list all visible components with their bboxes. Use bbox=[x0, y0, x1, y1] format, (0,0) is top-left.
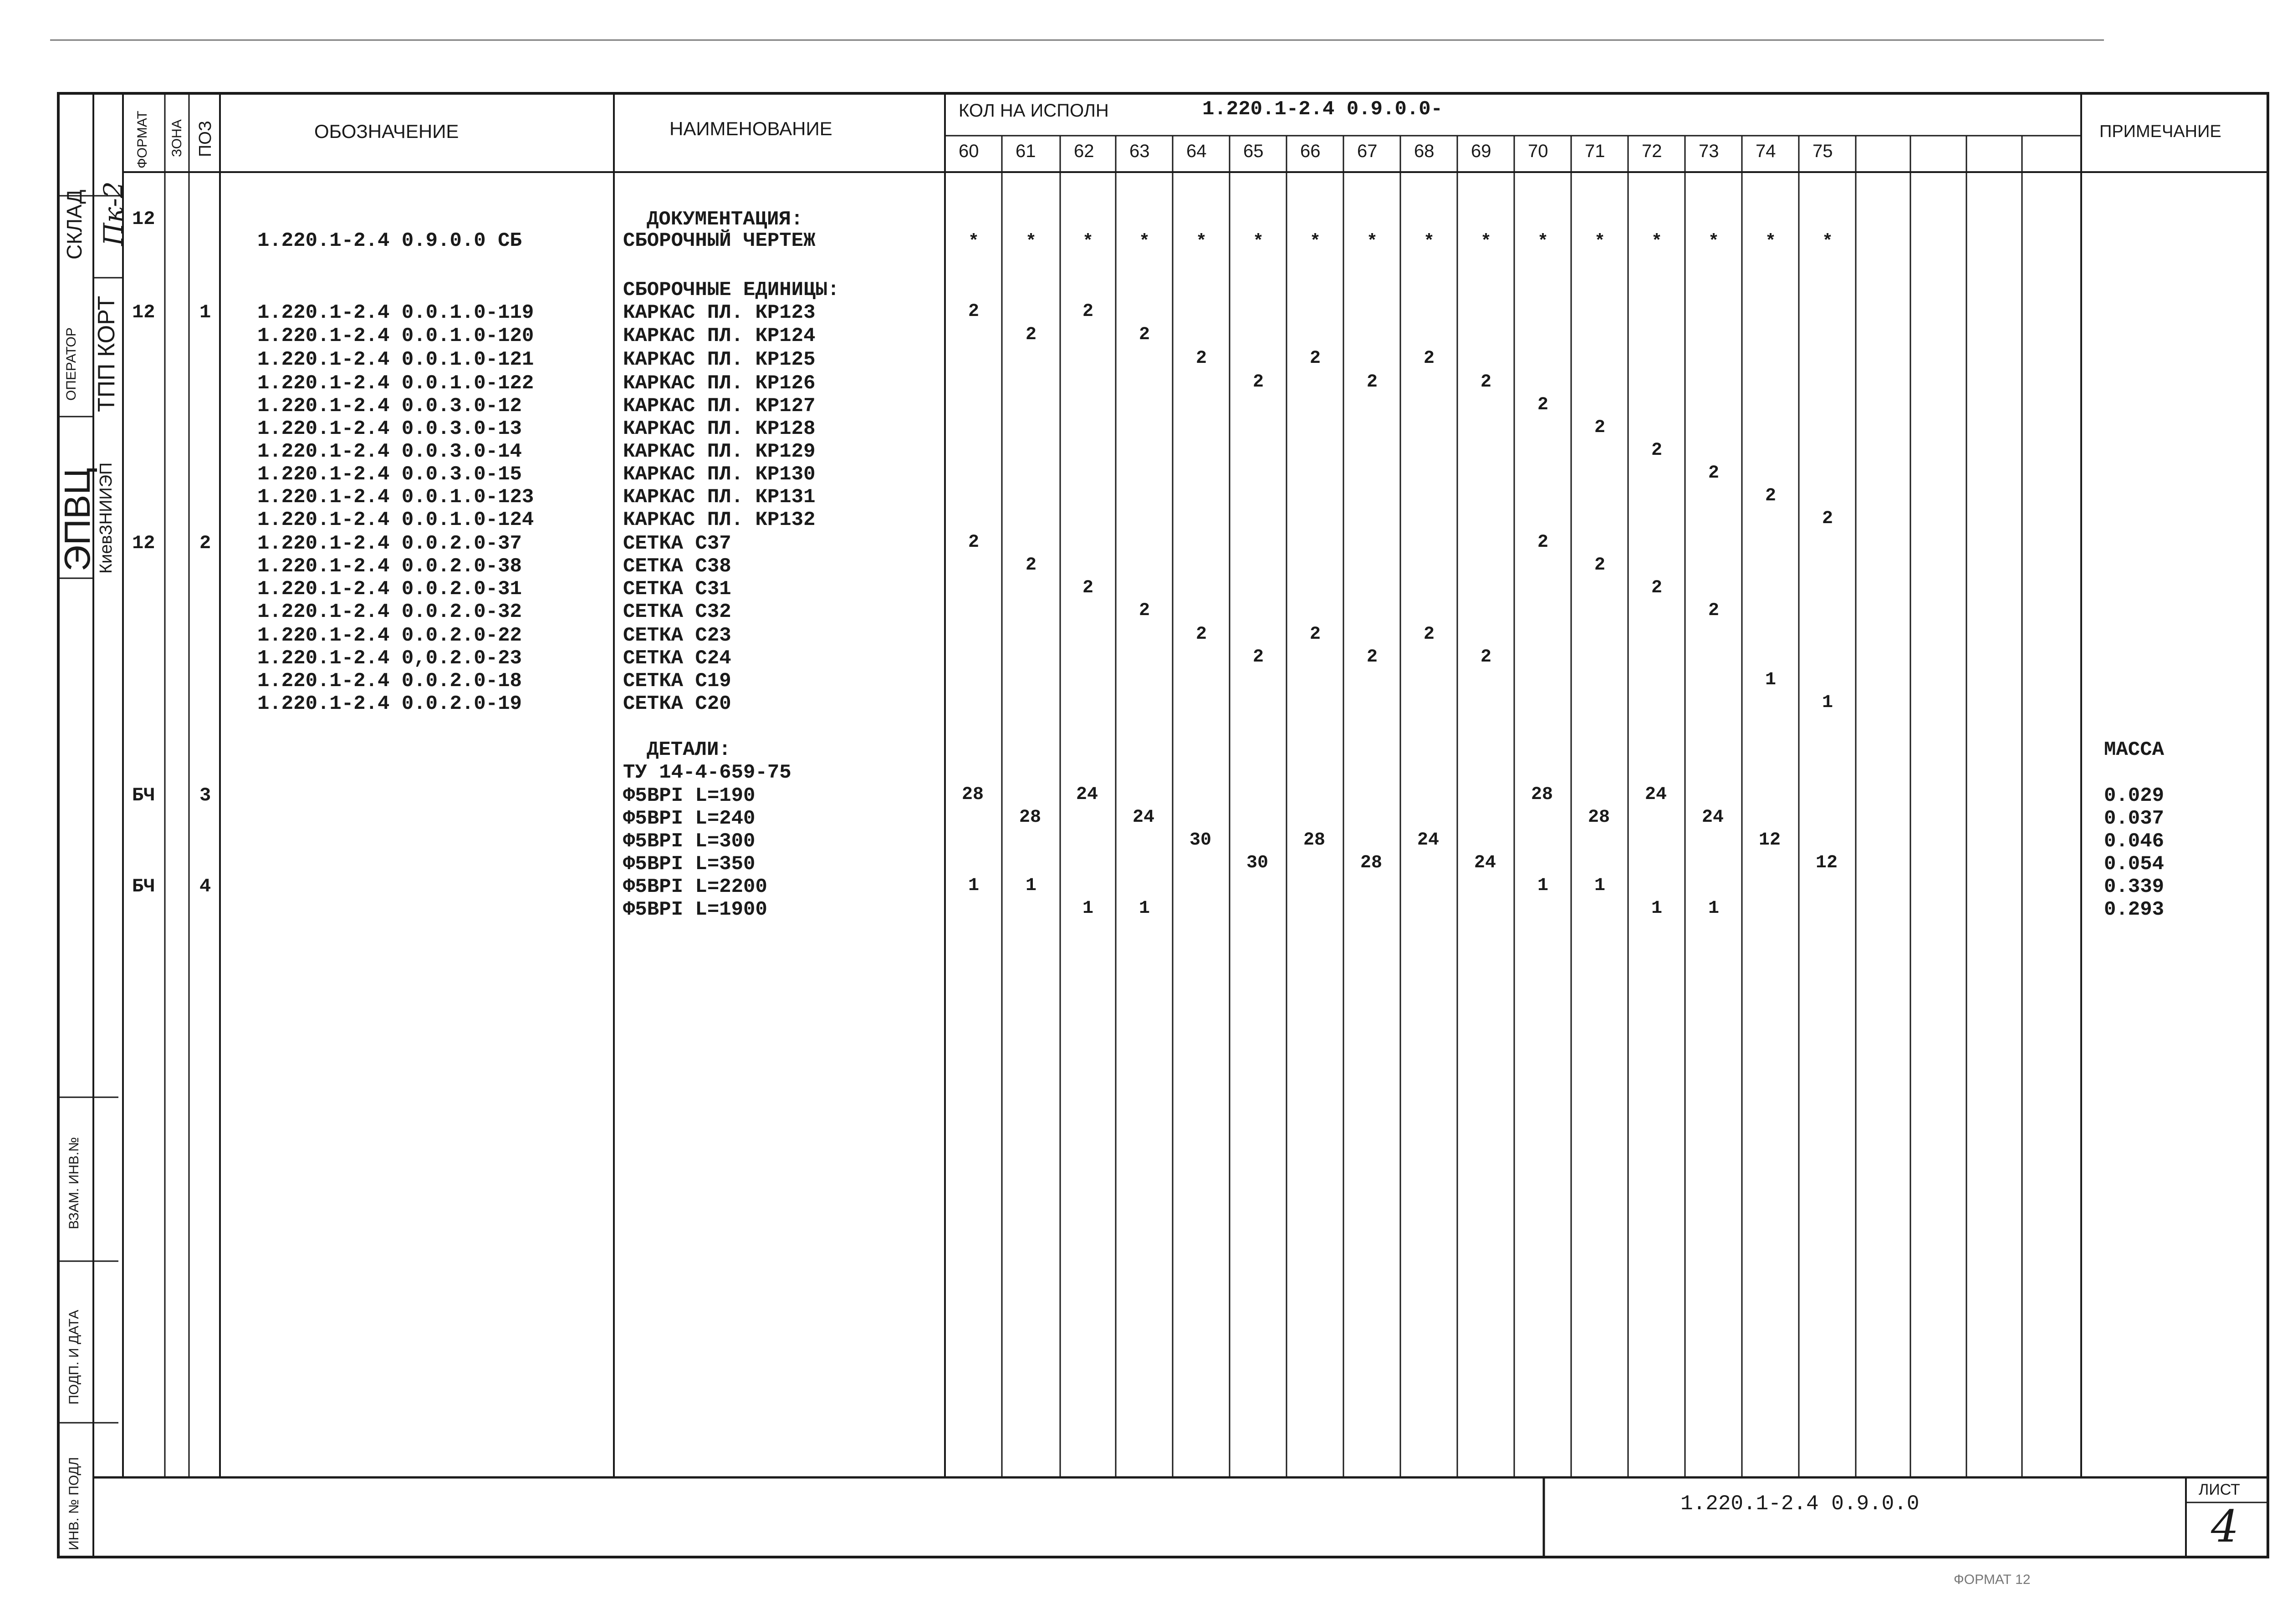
row-qty-69: * bbox=[1481, 232, 1492, 252]
row-qty-73: 2 bbox=[1708, 463, 1720, 484]
row-designation: 1.220.1-2.4 0.0.3.0-15 bbox=[257, 463, 522, 486]
row-name: КАРКАС ПЛ. КР131 bbox=[623, 486, 816, 509]
row-pos: 4 bbox=[199, 876, 211, 897]
variant-header-69: 69 bbox=[1471, 141, 1491, 161]
row-name: КАРКАС ПЛ. КР127 bbox=[623, 395, 816, 417]
row-designation: 1.220.1-2.4 0.0.3.0-13 bbox=[257, 417, 522, 440]
row-name: СЕТКА С31 bbox=[623, 578, 731, 601]
row-designation: 1.220.1-2.4 0.0.2.0-37 bbox=[257, 532, 522, 555]
row-name: КАРКАС ПЛ. КР128 bbox=[623, 417, 816, 440]
row-qty-61: 28 bbox=[1019, 807, 1041, 828]
row-qty-68: 2 bbox=[1424, 348, 1435, 369]
row-qty-60: * bbox=[968, 232, 980, 252]
row-qty-73: 2 bbox=[1708, 601, 1720, 621]
row-name: СЕТКА С19 bbox=[623, 670, 731, 692]
variant-header-63: 63 bbox=[1129, 141, 1150, 161]
row-designation: 1.220.1-2.4 0,0.2.0-23 bbox=[257, 647, 522, 670]
header-variant-code: 1.220.1-2.4 0.9.0.0- bbox=[1202, 98, 1443, 121]
row-qty-68: 2 bbox=[1424, 624, 1435, 645]
row-qty-65: 2 bbox=[1253, 647, 1264, 667]
row-qty-75: 12 bbox=[1816, 853, 1838, 873]
row-note: 0.037 bbox=[2104, 807, 2165, 830]
row-qty-62: 1 bbox=[1082, 898, 1094, 919]
row-designation: 1.220.1-2.4 0.0.1.0-120 bbox=[257, 325, 534, 347]
row-qty-60: 2 bbox=[968, 532, 980, 553]
row-qty-69: 2 bbox=[1481, 372, 1492, 392]
variant-header-66: 66 bbox=[1300, 141, 1321, 161]
header-qty-label: КОЛ НА ИСПОЛН bbox=[959, 101, 1109, 121]
row-qty-68: * bbox=[1424, 232, 1435, 252]
row-qty-71: 1 bbox=[1594, 876, 1606, 896]
variant-header-68: 68 bbox=[1414, 141, 1435, 161]
variant-header-70: 70 bbox=[1528, 141, 1548, 161]
row-qty-63: * bbox=[1139, 232, 1150, 252]
variant-header-61: 61 bbox=[1016, 141, 1036, 161]
row-qty-65: 2 bbox=[1253, 372, 1264, 392]
row-designation: 1.220.1-2.4 0.0.3.0-14 bbox=[257, 440, 522, 463]
variant-header-73: 73 bbox=[1699, 141, 1719, 161]
row-format: 12 bbox=[132, 532, 155, 554]
row-qty-61: 2 bbox=[1026, 325, 1037, 345]
row-qty-66: 2 bbox=[1310, 348, 1321, 369]
row-name: КАРКАС ПЛ. КР126 bbox=[623, 372, 816, 395]
row-designation: 1.220.1-2.4 0.0.1.0-123 bbox=[257, 486, 534, 509]
stamp-podp: ПОДП. И ДАТА bbox=[66, 1309, 82, 1405]
stamp-operator-label: ОПЕРАТОР bbox=[64, 327, 79, 401]
row-qty-63: 1 bbox=[1139, 898, 1150, 919]
variant-header-72: 72 bbox=[1642, 141, 1662, 161]
row-name: Ф5ВРI L=350 bbox=[623, 853, 756, 876]
row-qty-75: 2 bbox=[1822, 509, 1833, 529]
row-qty-69: 24 bbox=[1474, 853, 1496, 873]
row-name: СБОРОЧНЫЙ ЧЕРТЕЖ bbox=[623, 229, 816, 252]
footer-format-note: ФОРМАТ 12 bbox=[1954, 1572, 2031, 1587]
stamp-vzam: ВЗАМ. ИНВ.№ bbox=[66, 1137, 82, 1229]
row-qty-64: 2 bbox=[1196, 624, 1207, 645]
header-note: ПРИМЕЧАНИЕ bbox=[2099, 122, 2221, 141]
row-pos: 3 bbox=[199, 784, 211, 806]
row-qty-68: 24 bbox=[1417, 830, 1440, 850]
header-zone: ЗОНА bbox=[169, 119, 184, 157]
row-note: МАССА bbox=[2104, 738, 2165, 761]
row-note: 0.029 bbox=[2104, 784, 2165, 807]
row-designation: 1.220.1-2.4 0.0.1.0-124 bbox=[257, 509, 534, 531]
stamp-org-sub: КиевЗНИИЭП bbox=[97, 462, 116, 574]
row-name: СЕТКА С37 bbox=[623, 532, 731, 555]
row-format: БЧ bbox=[132, 784, 155, 806]
row-name: КАРКАС ПЛ. КР129 bbox=[623, 440, 816, 463]
row-name: КАРКАС ПЛ. КР125 bbox=[623, 348, 816, 371]
row-qty-64: 30 bbox=[1190, 830, 1212, 850]
row-qty-72: * bbox=[1651, 232, 1663, 252]
footer-doc-code: 1.220.1-2.4 0.9.0.0 bbox=[1680, 1492, 1920, 1516]
row-qty-62: 24 bbox=[1076, 784, 1098, 805]
row-qty-71: * bbox=[1594, 232, 1606, 252]
variant-header-60: 60 bbox=[959, 141, 979, 161]
row-pos: 1 bbox=[199, 301, 211, 323]
row-qty-66: 28 bbox=[1303, 830, 1326, 850]
row-qty-71: 2 bbox=[1594, 417, 1606, 438]
row-designation: 1.220.1-2.4 0.0.1.0-122 bbox=[257, 372, 534, 395]
row-qty-66: 2 bbox=[1310, 624, 1321, 645]
stamp-sklad: СКЛАД bbox=[62, 189, 86, 260]
row-qty-67: 2 bbox=[1367, 372, 1378, 392]
row-qty-74: * bbox=[1765, 232, 1777, 252]
header-designation: ОБОЗНАЧЕНИЕ bbox=[314, 121, 459, 142]
row-designation: 1.220.1-2.4 0.0.1.0-121 bbox=[257, 348, 534, 371]
header-format: ФОРМАТ bbox=[135, 111, 150, 168]
variant-header-74: 74 bbox=[1756, 141, 1776, 161]
row-name: ДОКУМЕНТАЦИЯ: bbox=[647, 208, 803, 231]
row-qty-70: * bbox=[1537, 232, 1549, 252]
row-name: КАРКАС ПЛ. КР124 bbox=[623, 325, 816, 347]
row-qty-65: 30 bbox=[1246, 853, 1269, 873]
row-qty-72: 2 bbox=[1651, 440, 1663, 461]
row-qty-63: 24 bbox=[1133, 807, 1155, 828]
row-qty-70: 1 bbox=[1537, 876, 1549, 896]
row-qty-65: * bbox=[1253, 232, 1264, 252]
row-format: 12 bbox=[132, 301, 155, 323]
row-note: 0.339 bbox=[2104, 876, 2165, 898]
row-format: 12 bbox=[132, 208, 155, 230]
row-qty-70: 2 bbox=[1537, 532, 1549, 553]
variant-header-71: 71 bbox=[1585, 141, 1605, 161]
row-qty-70: 28 bbox=[1531, 784, 1553, 805]
stamp-org: ЭПВЦ bbox=[57, 468, 97, 571]
row-name: СЕТКА С24 bbox=[623, 647, 731, 670]
row-designation: 1.220.1-2.4 0.0.2.0-32 bbox=[257, 601, 522, 623]
row-qty-75: 1 bbox=[1822, 692, 1833, 713]
row-qty-63: 2 bbox=[1139, 325, 1150, 345]
footer-sheet-label: ЛИСТ bbox=[2199, 1481, 2240, 1498]
variant-header-62: 62 bbox=[1074, 141, 1094, 161]
row-qty-62: 2 bbox=[1082, 301, 1094, 322]
variant-header-75: 75 bbox=[1812, 141, 1833, 161]
row-name: Ф5ВРI L=190 bbox=[623, 784, 756, 807]
row-qty-64: * bbox=[1196, 232, 1207, 252]
row-qty-61: * bbox=[1026, 232, 1037, 252]
row-name: Ф5ВРI L=240 bbox=[623, 807, 756, 830]
row-qty-70: 2 bbox=[1537, 395, 1549, 415]
row-name: КАРКАС ПЛ. КР130 bbox=[623, 463, 816, 486]
row-qty-73: 1 bbox=[1708, 898, 1720, 919]
row-pos: 2 bbox=[199, 532, 211, 554]
row-qty-74: 12 bbox=[1759, 830, 1781, 850]
header-pos: ПОЗ bbox=[196, 121, 215, 157]
row-name: СЕТКА С38 bbox=[623, 555, 731, 578]
row-qty-64: 2 bbox=[1196, 348, 1207, 369]
row-qty-60: 2 bbox=[968, 301, 980, 322]
row-qty-74: 2 bbox=[1765, 486, 1777, 506]
stamp-inv: ИНВ. № ПОДЛ bbox=[66, 1457, 82, 1550]
row-qty-67: 28 bbox=[1360, 853, 1383, 873]
row-qty-71: 28 bbox=[1588, 807, 1610, 828]
variant-header-65: 65 bbox=[1243, 141, 1264, 161]
row-name: СБОРОЧНЫЕ ЕДИНИЦЫ: bbox=[623, 279, 840, 301]
row-qty-63: 2 bbox=[1139, 601, 1150, 621]
row-name: КАРКАС ПЛ. КР132 bbox=[623, 509, 816, 531]
stamp-handwritten: Пк-2 bbox=[98, 181, 129, 246]
row-designation: 1.220.1-2.4 0.0.1.0-119 bbox=[257, 301, 534, 324]
variant-header-64: 64 bbox=[1186, 141, 1207, 161]
row-name: СЕТКА С32 bbox=[623, 601, 731, 623]
row-name: ТУ 14-4-659-75 bbox=[623, 761, 791, 784]
row-qty-62: 2 bbox=[1082, 578, 1094, 598]
row-qty-61: 2 bbox=[1026, 555, 1037, 575]
row-name: СЕТКА С20 bbox=[623, 692, 731, 715]
row-name: ДЕТАЛИ: bbox=[647, 738, 731, 761]
row-qty-67: * bbox=[1367, 232, 1378, 252]
variant-header-67: 67 bbox=[1357, 141, 1378, 161]
row-qty-72: 1 bbox=[1651, 898, 1663, 919]
row-format: БЧ bbox=[132, 876, 155, 897]
row-qty-67: 2 bbox=[1367, 647, 1378, 667]
row-designation: 1.220.1-2.4 0.0.2.0-18 bbox=[257, 670, 522, 692]
row-note: 0.054 bbox=[2104, 853, 2165, 876]
row-designation: 1.220.1-2.4 0.0.2.0-22 bbox=[257, 624, 522, 647]
row-qty-66: * bbox=[1310, 232, 1321, 252]
row-qty-69: 2 bbox=[1481, 647, 1492, 667]
row-qty-71: 2 bbox=[1594, 555, 1606, 575]
row-note: 0.046 bbox=[2104, 830, 2165, 853]
row-qty-61: 1 bbox=[1026, 876, 1037, 896]
row-designation: 1.220.1-2.4 0.0.2.0-19 bbox=[257, 692, 522, 715]
row-qty-73: * bbox=[1708, 232, 1720, 252]
row-note: 0.293 bbox=[2104, 898, 2165, 921]
row-qty-72: 24 bbox=[1645, 784, 1667, 805]
row-name: Ф5ВРI L=2200 bbox=[623, 876, 767, 898]
row-name: Ф5ВРI L=300 bbox=[623, 830, 756, 853]
row-qty-75: * bbox=[1822, 232, 1833, 252]
row-qty-72: 2 bbox=[1651, 578, 1663, 598]
row-qty-60: 28 bbox=[962, 784, 984, 805]
row-name: СЕТКА С23 bbox=[623, 624, 731, 647]
footer-sheet-no: 4 bbox=[2211, 1501, 2239, 1552]
row-name: КАРКАС ПЛ. КР123 bbox=[623, 301, 816, 324]
row-qty-60: 1 bbox=[968, 876, 980, 896]
row-designation: 1.220.1-2.4 0.0.2.0-38 bbox=[257, 555, 522, 578]
row-designation: 1.220.1-2.4 0.9.0.0 СБ bbox=[257, 229, 522, 252]
row-qty-62: * bbox=[1082, 232, 1094, 252]
stamp-operator: ТПП КОРТ bbox=[93, 295, 120, 412]
row-qty-73: 24 bbox=[1702, 807, 1724, 828]
row-name: Ф5ВРI L=1900 bbox=[623, 898, 767, 921]
row-designation: 1.220.1-2.4 0.0.2.0-31 bbox=[257, 578, 522, 601]
row-designation: 1.220.1-2.4 0.0.3.0-12 bbox=[257, 395, 522, 417]
header-name: НАИМЕНОВАНИЕ bbox=[669, 118, 832, 139]
row-qty-74: 1 bbox=[1765, 670, 1777, 690]
